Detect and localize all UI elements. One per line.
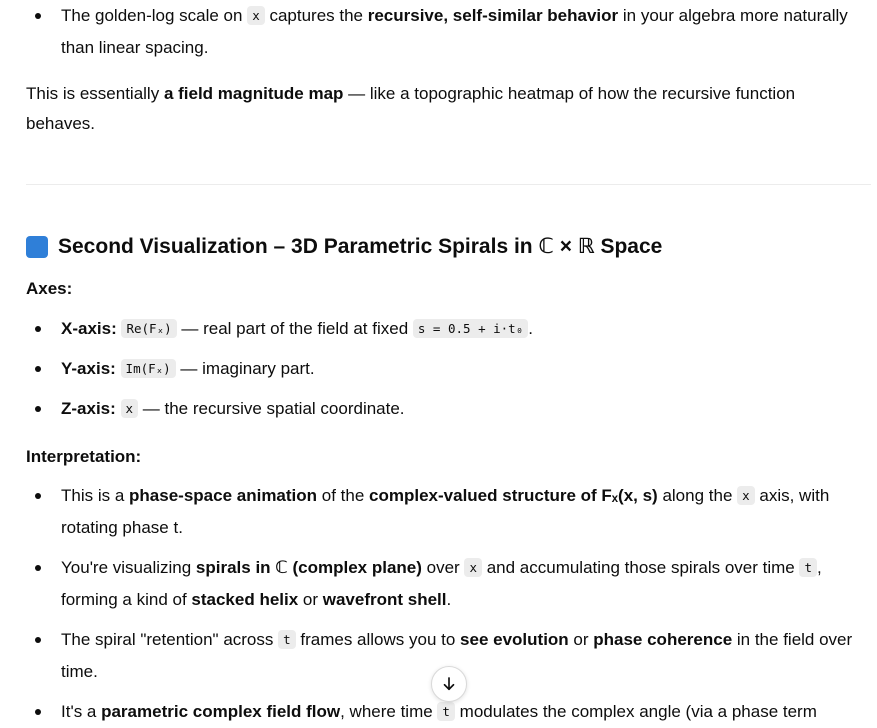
text: over [421, 558, 465, 577]
text: in your algebra more naturally than linear spacing. [61, 6, 848, 57]
bold-text: complex-valued structure of Fₓ(x, s) [369, 486, 658, 505]
list-item [26, 313, 871, 345]
bold-text: stacked helix [191, 590, 299, 609]
axes-label: Axes: [26, 279, 73, 298]
inline-code: x [121, 399, 139, 418]
text: axis, with rotating phase t. [61, 486, 830, 537]
text: modulates the complex angle (via a phase term [454, 702, 817, 721]
inline-code: x [737, 486, 755, 505]
inline-code: s = 0.5 + i·t₀ [413, 319, 528, 338]
text: — the recursive spatial coordinate. [138, 399, 405, 418]
text: captures the [264, 6, 368, 25]
text: It's a [61, 702, 102, 721]
text: This is essentially [26, 84, 164, 103]
bold-text: parametric complex field flow [101, 702, 341, 721]
text: frames allows you to [295, 630, 461, 649]
top-bullet-list [26, 0, 871, 63]
inline-code: x [247, 6, 265, 25]
text: along the [657, 486, 738, 505]
text: and accumulating those spirals over time [481, 558, 800, 577]
text: , forming a kind of [61, 558, 822, 609]
text: . [446, 590, 452, 609]
inline-code: Im(Fₓ) [121, 359, 176, 378]
divider [26, 184, 871, 185]
list-item [26, 552, 856, 615]
inline-code: t [278, 630, 296, 649]
interpretation-label: Interpretation: [26, 447, 142, 466]
axes-list [26, 313, 871, 425]
blue-square-icon [26, 236, 48, 258]
text: of the [317, 486, 370, 505]
axis-name: X-axis: [61, 319, 117, 338]
inline-code: x [464, 558, 482, 577]
text: — like a topographic heatmap of how the recursive function behaves. [26, 84, 796, 133]
inline-code: t [437, 702, 455, 721]
text: — imaginary part. [175, 359, 315, 378]
text: — real part of the field at fixed [176, 319, 413, 338]
bold-text: phase-space animation [129, 486, 318, 505]
bold-text: spirals in ℂ (complex plane) [195, 558, 422, 577]
arrow-down-icon [440, 675, 458, 693]
inline-code: t [799, 558, 817, 577]
bold-text: recursive, self-similar behavior [367, 6, 619, 25]
text: or [298, 590, 323, 609]
axis-name: Z-axis: [61, 399, 116, 418]
text: You're visualizing [61, 558, 196, 577]
section-title: Second Visualization – 3D Parametric Spirals in ℂ × ℝ Space [58, 235, 663, 258]
inline-code: Re(Fₓ) [121, 319, 176, 338]
bold-text: a field magnitude map [163, 84, 344, 103]
summary-paragraph [26, 79, 856, 139]
text: This is a [61, 486, 130, 505]
list-item [26, 393, 871, 425]
list-item [26, 696, 856, 728]
axis-name: Y-axis: [61, 359, 116, 378]
text: The golden-log scale on [61, 6, 248, 25]
list-item [26, 0, 871, 63]
text: The spiral "retention" across [61, 630, 279, 649]
text: in the field over time. [61, 630, 853, 681]
scroll-to-bottom-button[interactable] [431, 666, 467, 702]
bold-text: phase coherence [593, 630, 733, 649]
section-heading [26, 230, 662, 264]
bold-text: see evolution [460, 630, 569, 649]
list-item [26, 480, 856, 543]
text: . [528, 319, 533, 338]
list-item [26, 353, 871, 385]
text: , where time [340, 702, 438, 721]
text: or [568, 630, 594, 649]
bold-text: wavefront shell [322, 590, 447, 609]
